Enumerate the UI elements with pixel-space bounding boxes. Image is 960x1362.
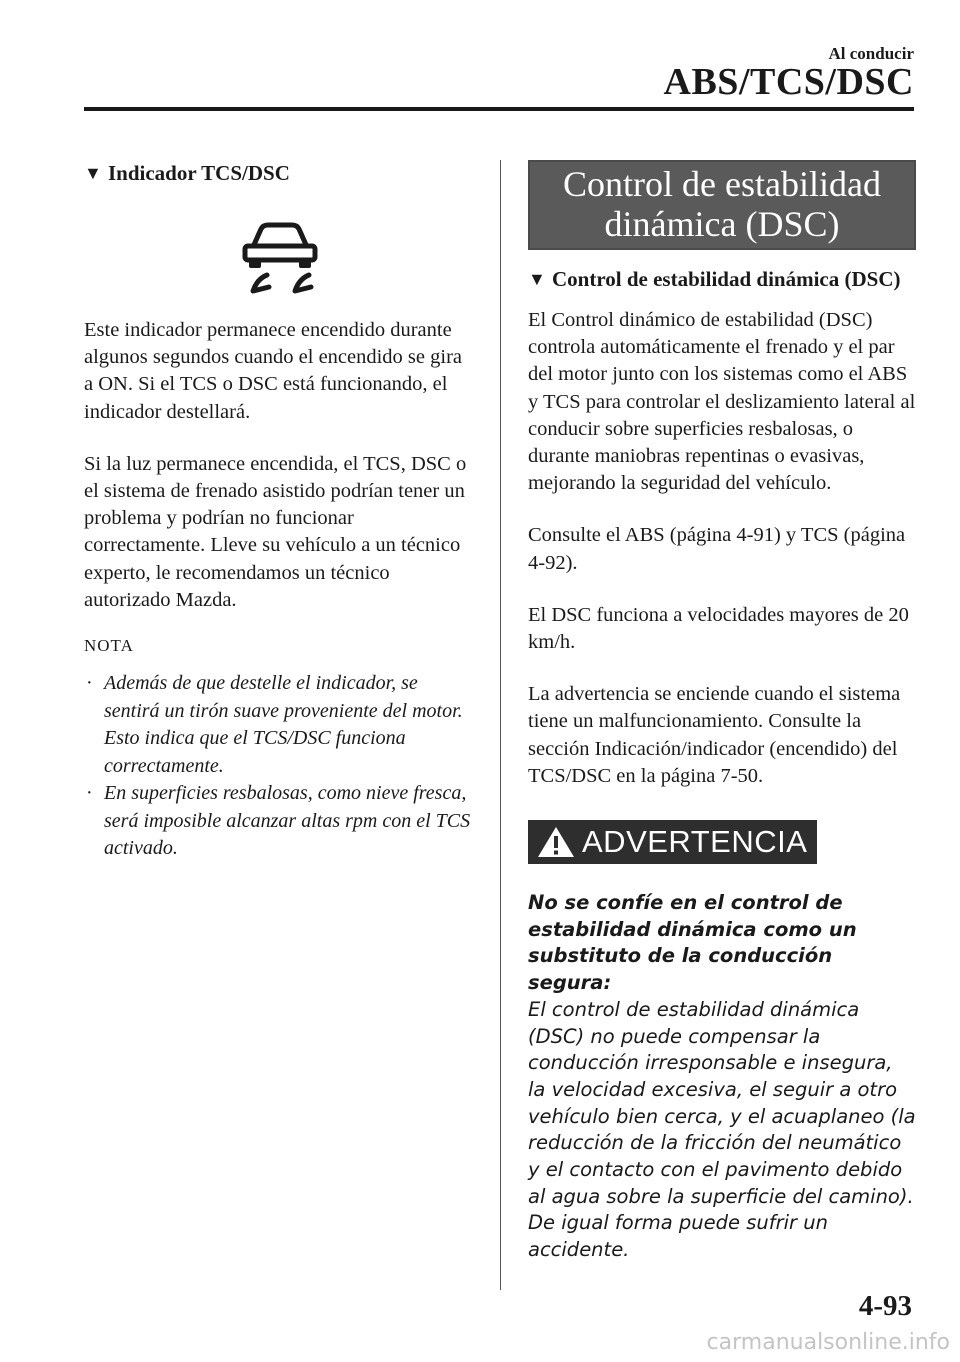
tcs-dsc-indicator-icon bbox=[237, 217, 323, 299]
indicator-paragraph-2: Si la luz permanece encendida, el TCS, DSC o el sistema de frenado asistido podrían tener un problema y podrían no funcionar correctamente. Lleve su vehículo a un técnico experto, le recomendamos un técnico autorizado Mazda. bbox=[84, 452, 467, 611]
warning-bold-text: No se confíe en el control de estabilidad dinámica como un substituto de la conducción segura: bbox=[528, 891, 857, 995]
note-item bbox=[84, 780, 476, 863]
indicator-icon-wrap bbox=[84, 217, 476, 299]
section-label: Al conducir bbox=[828, 44, 914, 63]
watermark: carmanualsonline.info bbox=[706, 1330, 950, 1355]
note-title: NOTA bbox=[84, 636, 134, 656]
triangle-down-icon: ▼ bbox=[528, 269, 546, 289]
dsc-paragraph-1: El Control dinámico de estabilidad (DSC) controla automáticamente el frenado y el par del motor junto con los sistemas como el ABS y TCS para controlar el deslizamiento lateral al conducir sobre superficies resbalosas, o durante maniobras repentinas o evasivas, mejorando la seguridad del vehículo. bbox=[528, 309, 916, 495]
dsc-paragraph-2: Consulte el ABS (página 4-91) y TCS (página 4-92). bbox=[528, 524, 906, 574]
note-item bbox=[84, 670, 476, 780]
dsc-heading-text: Control de estabilidad dinámica (DSC) bbox=[552, 267, 901, 291]
banner-line-2: dinámica (DSC) bbox=[604, 204, 840, 244]
dsc-section-banner bbox=[528, 160, 916, 250]
page-title: ABS/TCS/DSC bbox=[663, 61, 914, 103]
right-column bbox=[528, 160, 916, 1264]
note-item-text: En superficies resbalosas, como nieve fresca, será imposible alcanzar altas rpm con el TCS activado. bbox=[104, 782, 471, 860]
dsc-heading bbox=[528, 266, 916, 293]
column-divider bbox=[500, 160, 501, 1290]
page-number: 4-93 bbox=[858, 1290, 912, 1322]
indicator-paragraph-1: Este indicador permanece encendido durante algunos segundos cuando el encendido se gira a ON. Si el TCS o DSC está funcionando, el indicador destellará. bbox=[84, 319, 463, 423]
warning-label: ADVERTENCIA bbox=[582, 824, 808, 860]
left-column bbox=[84, 160, 476, 863]
warning-body-text: El control de estabilidad dinámica (DSC) no puede compensar la conducción irresponsable e insegura, la velocidad excesiva, el seguir a otro vehículo bien cerca, y el acuaplaneo (la reducción de la fricción del neumático y el contacto con el pavimento debido al agua sobre la superficie del camino). De igual forma puede sufrir un accidente. bbox=[528, 997, 916, 1262]
tcs-dsc-heading-text: Indicador TCS/DSC bbox=[108, 161, 290, 185]
header-rule bbox=[84, 107, 914, 111]
note-item-text: Además de que destelle el indicador, se sentirá un tirón suave proveniente del motor. Esto indica que el TCS/DSC funciona correctamente. bbox=[104, 672, 463, 777]
dsc-paragraph-4: La advertencia se enciende cuando el sistema tiene un malfuncionamiento. Consulte la sección Indicación/indicador (encendido) del TCS/DSC en la página 7-50. bbox=[528, 683, 901, 787]
warning-label-box bbox=[528, 820, 817, 864]
banner-line-1: Control de estabilidad bbox=[563, 164, 881, 204]
tcs-dsc-heading bbox=[84, 160, 476, 187]
warning-triangle-icon bbox=[536, 825, 576, 859]
dsc-paragraph-3: El DSC funciona a velocidades mayores de 20 km/h. bbox=[528, 603, 909, 654]
bullet: · bbox=[86, 782, 93, 805]
triangle-down-icon: ▼ bbox=[84, 163, 102, 183]
bullet: · bbox=[86, 672, 93, 695]
